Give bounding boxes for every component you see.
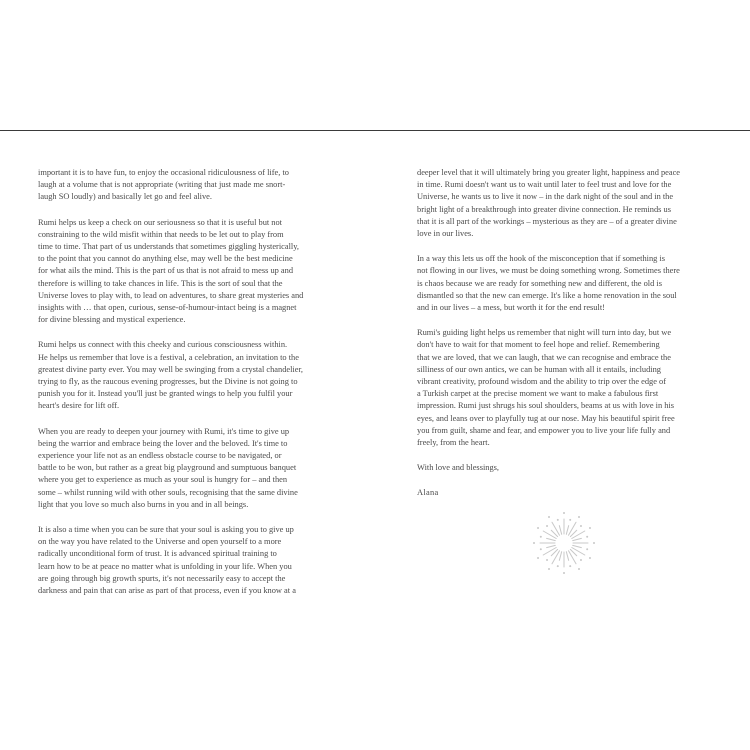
starburst-dot xyxy=(589,557,591,559)
starburst-dot xyxy=(540,536,542,538)
starburst-dot xyxy=(586,536,588,538)
starburst-dot xyxy=(578,568,580,570)
starburst-dot xyxy=(557,519,559,521)
starburst-ray xyxy=(572,531,585,539)
starburst-ray xyxy=(569,522,577,535)
starburst-ray xyxy=(552,522,560,535)
starburst-dot xyxy=(563,512,565,514)
starburst-dot xyxy=(548,516,550,518)
paragraph: important it is to have fun, to enjoy the occasional ridiculousness of life, to laugh at a volume that is not appropriate (writing that just made me snort- laugh SO loudly) and basically let go and feel alive. xyxy=(38,168,289,202)
starburst-ray xyxy=(559,526,561,535)
starburst-ray xyxy=(569,551,577,564)
starburst-ray xyxy=(559,552,561,561)
starburst-dot xyxy=(537,527,539,529)
paragraph: deeper level that it will ultimately bring you greater light, happiness and peace in time. Rumi doesn't want us to wait until later to feel trust and love for the Universe, he wants us to live it now – in the dark night of the soul and in the bright light of a breakthrough into greater divine connection. He reminds us that it is all part of the workings – mysterious as they are – of a greater divine love in our lives. xyxy=(417,168,681,239)
starburst-dot xyxy=(593,542,595,544)
starburst-ray xyxy=(566,552,568,561)
paragraph: Rumi's guiding light helps us remember that night will turn into day, but we don't have to wait for that moment to feel hope and relief. Remembering that we are loved, that we can laugh, that we can recognise and embrace the silliness of our own antics, we can be human with all it entails, including vibrant creativity, profound wisdom and the ability to trip over the edge of a Turkish carpet at the precise moment we want to make a fabulous first impression. Rumi just shrugs his soul shoulders, beams at us with love in his eyes, and leans over to playfully tug at our nose. May his beautiful spirit free you from guilt, shame and fear, and empower you to live your life fully and freely, from the heart. xyxy=(417,328,675,448)
starburst-dot xyxy=(580,525,582,527)
starburst-dot xyxy=(578,516,580,518)
top-divider-line xyxy=(0,130,750,131)
starburst-ray xyxy=(566,526,568,535)
paragraph: It is also a time when you can be sure that your soul is asking you to give up on the way you have related to the Universe and open yourself to a more radically unconditional form of trust. It is advanced spiritual training to learn how to be at peace no matter what is unfolding in your life. When you are going through big growth spurts, it's not necessarily easy to accept the darkness and pain that can arise as part of that process, even if you know at a xyxy=(38,525,296,596)
starburst-dot xyxy=(569,565,571,567)
starburst-dot xyxy=(546,525,548,527)
starburst-dot xyxy=(537,557,539,559)
starburst-ray xyxy=(543,548,556,556)
author-signature: Alana xyxy=(417,488,439,498)
starburst-dot xyxy=(569,519,571,521)
starburst-icon xyxy=(524,503,604,583)
starburst-dot xyxy=(563,572,565,574)
paragraph: Rumi helps us keep a check on our seriousness so that it is useful but not constraining to the wild misfit within that needs to be let out to play from time to time. That part of us understands that sometimes giggling hysterically, to the point that you cannot do anything else, may well be the best medicine for what ails the mind. This is the part of us that is not afraid to mess up and therefore is willing to take chances in life. This is the sort of soul that the Universe loves to play with, to lead on adventures, to share great mysteries and insights with … that open, curious, sense-of-humour-intact being is a magnet for divine blessing and mystical experience. xyxy=(38,217,304,325)
starburst-ray xyxy=(547,538,556,540)
right-text-column xyxy=(417,167,735,513)
starburst-dot xyxy=(548,568,550,570)
signoff-text: With love and blessings, xyxy=(417,463,500,473)
paragraph: Rumi helps us connect with this cheeky and curious consciousness within. He helps us remember that love is a festival, a celebration, an invitation to the greatest divine party ever. You may well be swinging from a crystal chandelier, trying to fly, as the raucous evening progresses, but the Divine is not going to punish you for it. Instead you'll just be granted wings to help you fulfil your heart's desire for lift off. xyxy=(38,340,304,411)
starburst-ray xyxy=(552,551,560,564)
left-text-column xyxy=(38,167,356,610)
starburst-ray xyxy=(573,545,582,547)
paragraph: When you are ready to deepen your journey with Rumi, it's time to give up being the warrior and embrace being the lover and the beloved. It's time to experience your life not as an endless obstacle course to be navigated, or battle to be won, but rather as a great big playground and sumptuous banquet where you get to experience as much as your soul is hungry for – and then some – whilst running wild with other souls, recognising that the same divine light that you love so much also burns in you and in all beings. xyxy=(38,426,298,509)
starburst-dot xyxy=(589,527,591,529)
starburst-ray xyxy=(543,531,556,539)
starburst-dot xyxy=(540,548,542,550)
starburst-ray xyxy=(547,545,556,547)
starburst-dot xyxy=(557,565,559,567)
paragraph: In a way this lets us off the hook of the misconception that if something is not flowing in our lives, we must be doing something wrong. Sometimes there is chaos because we are ready for something new and different, the old is dismantled so that the new can emerge. It's like a home renovation in the soul and in our lives – a mess, but worth it for the end result! xyxy=(417,254,680,313)
starburst-ray xyxy=(572,548,585,556)
starburst-dot xyxy=(586,548,588,550)
starburst-dot xyxy=(533,542,535,544)
starburst-ray xyxy=(573,538,582,540)
starburst-dot xyxy=(580,559,582,561)
starburst-dot xyxy=(546,559,548,561)
